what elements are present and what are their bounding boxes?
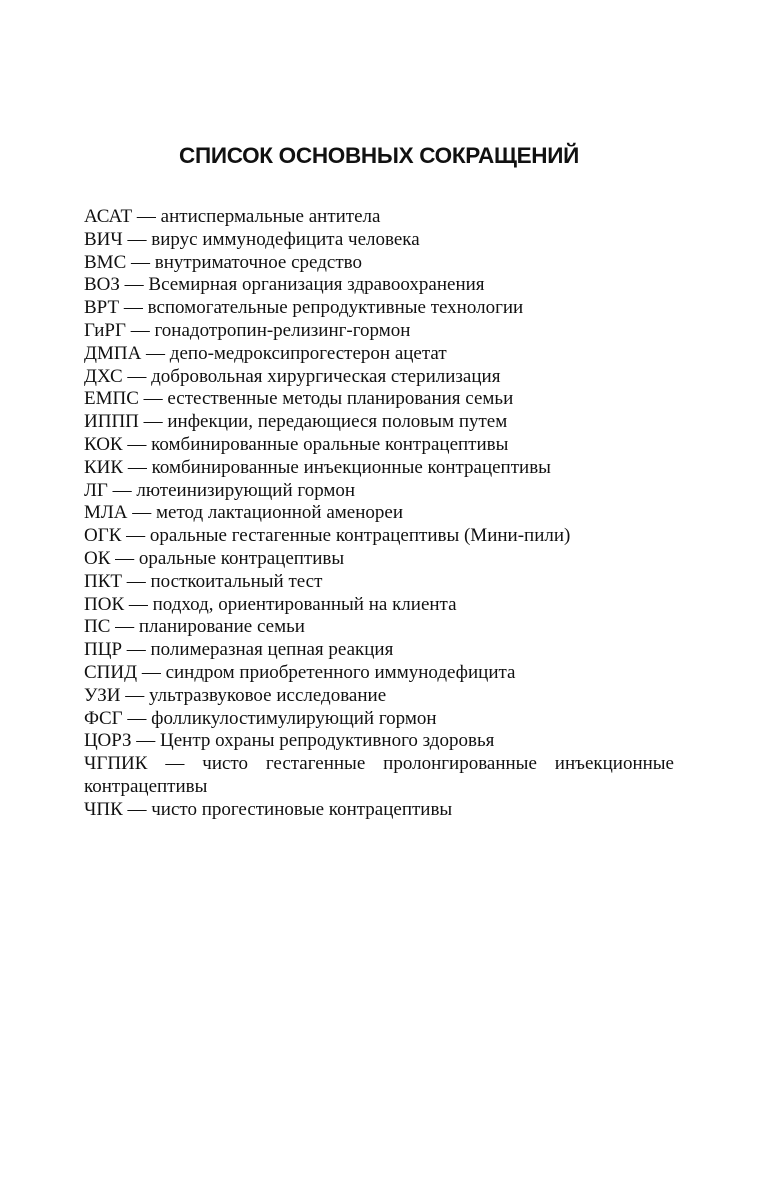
abbreviation-entry: ЦОРЗ — Центр охраны репродуктивного здоровья: [84, 730, 495, 752]
abbreviation-entry: ЕМПС — естественные методы планирования семьи: [84, 388, 514, 410]
abbreviations-page: [84, 134, 674, 822]
abbreviation-entry: АСАТ — антиспермальные антитела: [84, 206, 381, 227]
abbreviation-entry: ОГК — оральные гестагенные контрацептивы (Мини-пили): [84, 525, 571, 547]
abbreviation-entry: ГиРГ — гонадотропин-релизинг-гормон: [84, 319, 411, 341]
abbreviation-entry: ФСГ — фолликулостимулирующий гормон: [84, 707, 437, 729]
abbreviation-entry: КИК — комбинированные инъекционные контрацептивы: [84, 456, 551, 478]
abbreviation-entry: ПКТ — посткоитальный тест: [84, 570, 323, 592]
abbreviation-entry: ПЦР — полимеразная цепная реакция: [84, 639, 394, 661]
abbreviation-entry: ПОК — подход, ориентированный на клиента: [84, 593, 457, 615]
abbreviation-entry: ВМС — внутриматочное средство: [84, 251, 362, 273]
abbreviation-entry: ДМПА — депо-медроксипрогестерон ацетат: [84, 342, 447, 364]
abbreviation-entry: МЛА — метод лактационной аменореи: [84, 502, 403, 524]
abbreviation-entry: ВРТ — вспомогательные репродуктивные технологии: [84, 297, 524, 319]
abbreviation-entry: УЗИ — ультразвуковое исследование: [84, 684, 387, 706]
abbreviation-entry: ВОЗ — Всемирная организация здравоохранения: [84, 274, 485, 296]
abbreviation-entry: ЧГПИК — чисто гестагенные пролонгированные инъекционные контрацептивы: [84, 753, 674, 797]
abbreviation-entry: ПС — планирование семьи: [84, 616, 305, 638]
abbreviation-entry: СПИД — синдром приобретенного иммунодефицита: [84, 661, 516, 683]
abbreviation-entry: КОК — комбинированные оральные контрацептивы: [84, 433, 509, 455]
abbreviation-entry: ДХС — добровольная хирургическая стерилизация: [84, 365, 501, 387]
abbreviation-entry: ИППП — инфекции, передающиеся половым путем: [84, 411, 508, 433]
page-title: СПИСОК ОСНОВНЫХ СОКРАЩЕНИЙ: [179, 143, 579, 168]
abbreviation-entry: ЧПК — чисто прогестиновые контрацептивы: [84, 798, 453, 820]
abbreviation-entry: ОК — оральные контрацептивы: [84, 547, 345, 569]
abbreviation-list: [84, 206, 674, 822]
abbreviation-entry: ВИЧ — вирус иммунодефицита человека: [84, 228, 420, 250]
abbreviation-entry: ЛГ — лютеинизирующий гормон: [84, 479, 356, 501]
